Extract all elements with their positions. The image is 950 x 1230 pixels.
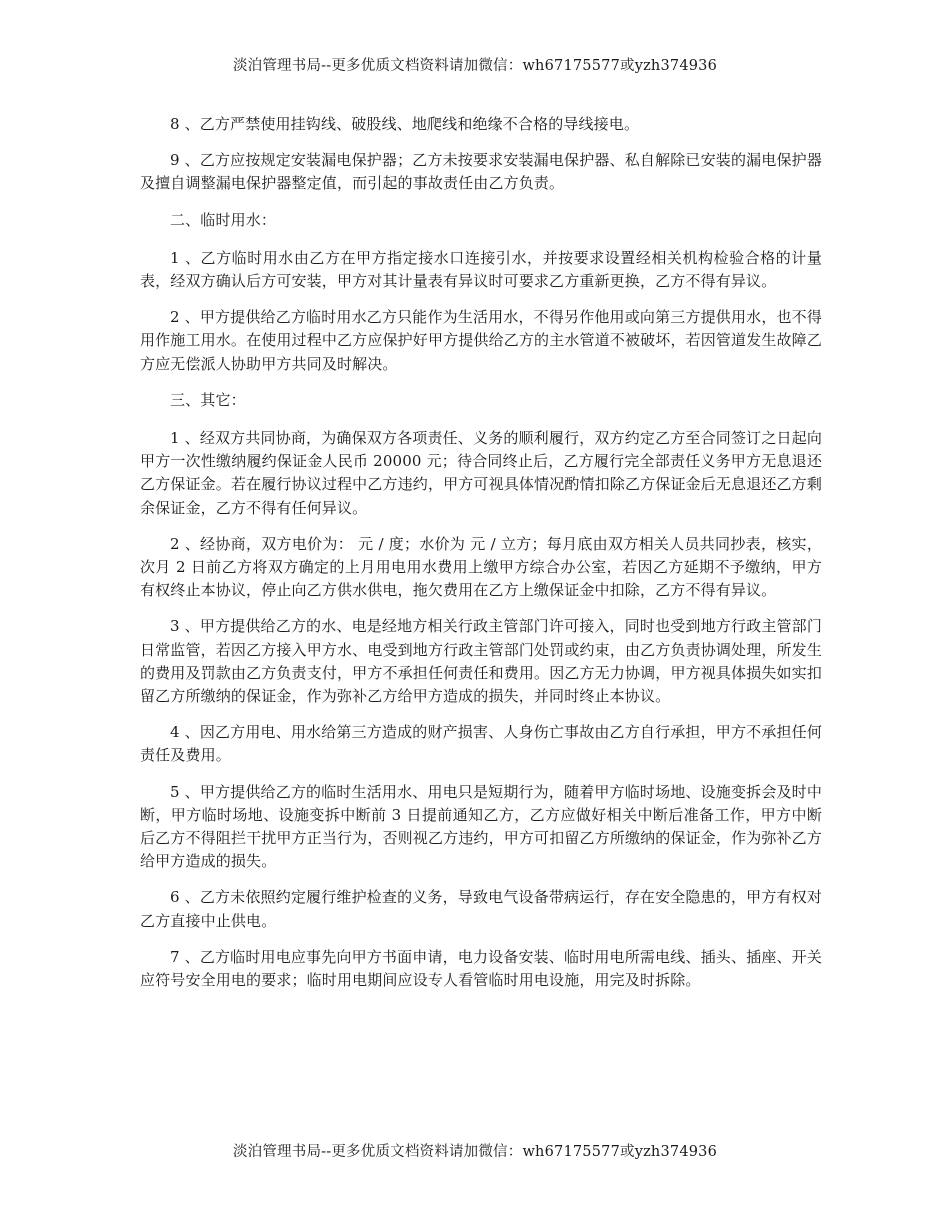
document-body (140, 113, 822, 1005)
clause-paragraph: 1 、经双方共同协商，为确保双方各项责任、义务的顺利履行，双方约定乙方至合同签订之日起向甲方一次性缴纳履约保证金人民币 20000 元；待合同终止后，乙方履行完全部责任义务甲方无息退还乙方保证金。若在履行协议过程中乙方违约，甲方可视具体情况酌情扣除乙方保证金后无息退还乙方剩余保证金，乙方不得有任何异议。 (140, 429, 822, 517)
clause-paragraph: 6 、乙方未依照约定履行维护检查的义务，导致电气设备带病运行，存在安全隐患的，甲方有权对乙方直接中止供电。 (140, 888, 822, 930)
clause-paragraph: 1 、乙方临时用水由乙方在甲方指定接水口连接引水，并按要求设置经相关机构检验合格的计量表，经双方确认后方可安装，甲方对其计量表有异议时可要求乙方重新更换，乙方不得有异议。 (140, 248, 822, 291)
clause-paragraph: 9 、乙方应按规定安装漏电保护器；乙方未按要求安装漏电保护器、私自解除已安装的漏电保护器及擅自调整漏电保护器整定值，而引起的事故责任由乙方负责。 (140, 151, 822, 193)
clause-paragraph: 8 、乙方严禁使用挂钩线、破股线、地爬线和绝缘不合格的导线接电。 (170, 115, 640, 133)
clause-paragraph: 7 、乙方临时用电应事先向甲方书面申请，电力设备安装、临时用电所需电线、插头、插座、开关应符号安全用电的要求；临时用电期间应设专人看管临时用电设施，用完及时拆除。 (140, 947, 822, 990)
clause-paragraph: 2 、甲方提供给乙方临时用水乙方只能作为生活用水，不得另作他用或向第三方提供用水，也不得用作施工用水。在使用过程中乙方应保护好甲方提供给乙方的主水管道不被破坏，若因管道发生故障乙方应无偿派人协助甲方共同及时解决。 (140, 308, 822, 373)
clause-paragraph: 5 、甲方提供给乙方的临时生活用水、用电只是短期行为，随着甲方临时场地、设施变拆会及时中断，甲方临时场地、设施变拆中断前 3 日提前通知乙方，乙方应做好相关中断后准备工作，甲方中断后乙方不得阻拦干扰甲方正当行为，否则视乙方违约，甲方可扣留乙方所缴纳的保证金，作为弥补乙方给甲方造成的损失。 (140, 782, 822, 871)
clause-paragraph: 4 、因乙方用电、用水给第三方造成的财产损害、人身伤亡事故由乙方自行承担，甲方不承担任何责任及费用。 (140, 723, 822, 765)
page-footer: 淡泊管理书局--更多优质文档资料请加微信：wh67175577或yzh374936 (232, 1144, 718, 1160)
section-heading: 二、临时用水： (170, 210, 277, 229)
page-header: 淡泊管理书局--更多优质文档资料请加微信：wh67175577或yzh374936 (232, 58, 718, 74)
clause-paragraph: 3 、甲方提供给乙方的水、电是经地方相关行政主管部门许可接入，同时也受到地方行政主管部门日常监管，若因乙方接入甲方水、电受到地方行政主管部门处罚或约束，由乙方负责协调处理，所发生的费用及罚款由乙方负责支付，甲方不承担任何责任和费用。因乙方无力协调，甲方视具体损失如实扣留乙方所缴纳的保证金，作为弥补乙方给甲方造成的损失，并同时终止本协议。 (140, 617, 822, 706)
clause-paragraph: 2 、经协商，双方电价为： 元 / 度；水价为 元 / 立方；每月底由双方相关人员共同抄表，核实，次月 2 日前乙方将双方确定的上月用电用水费用上缴甲方综合办公室，若因乙方延期不予缴纳，甲方有权终止本协议，停止向乙方供水供电，拖欠费用在乙方上缴保证金中扣除，乙方不得有异议。 (140, 534, 822, 600)
section-heading: 三、其它： (170, 390, 246, 409)
